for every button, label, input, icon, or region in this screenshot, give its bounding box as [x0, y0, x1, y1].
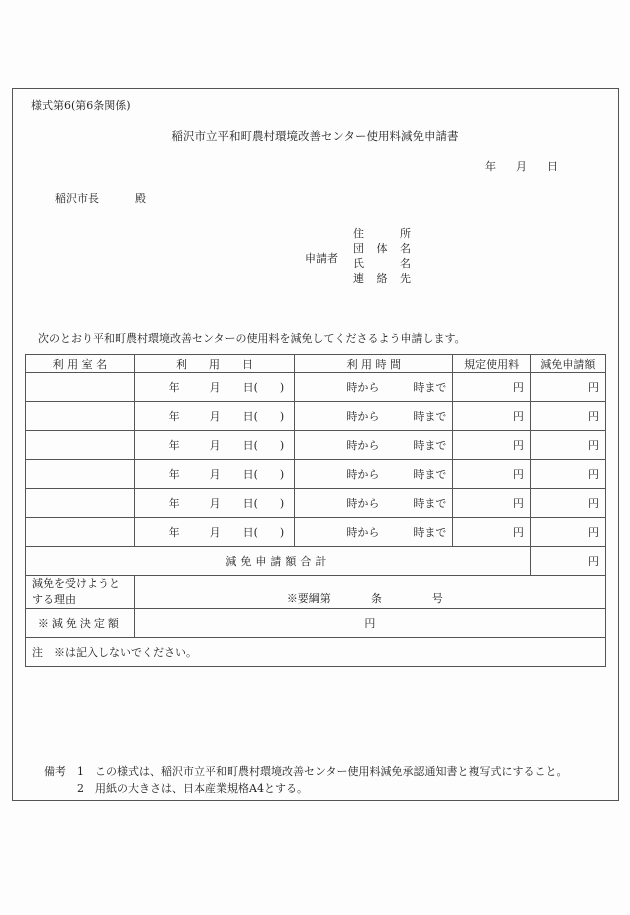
room-cell[interactable]: [26, 373, 135, 402]
header-time: 利 用 時 間: [295, 355, 453, 373]
reduction-cell[interactable]: 円: [530, 518, 605, 547]
remark-1: 備考 1 この様式は、稲沢市立平和町農村環境改善センター使用料減免承認通知書と複写式にすること。: [44, 765, 568, 778]
header-room: 利 用 室 名: [26, 355, 135, 373]
remark-2: 2 用紙の大きさは、日本産業規格A4とする。: [77, 782, 308, 795]
date-month-label: 月: [516, 160, 527, 173]
addressee: [55, 190, 146, 206]
table-row: [26, 373, 606, 402]
note-text: 注 ※は記入しないでください。: [26, 638, 606, 667]
total-row: [26, 547, 606, 576]
application-date: [485, 158, 578, 174]
time-cell[interactable]: 時から 時まで: [295, 402, 453, 431]
regulation-reference: ※要綱第 条 号: [286, 592, 443, 605]
time-cell[interactable]: 時から 時まで: [295, 373, 453, 402]
total-label: 減免申請額合計: [26, 547, 531, 576]
room-cell[interactable]: [26, 431, 135, 460]
table-row: [26, 518, 606, 547]
total-amount-cell[interactable]: 円: [530, 547, 605, 576]
reduction-cell[interactable]: 円: [530, 460, 605, 489]
fee-cell[interactable]: 円: [453, 518, 530, 547]
reduction-cell[interactable]: 円: [530, 489, 605, 518]
decision-label: ※減免決定額: [26, 609, 135, 638]
table-row: [26, 489, 606, 518]
fee-cell[interactable]: 円: [453, 402, 530, 431]
room-cell[interactable]: [26, 402, 135, 431]
date-cell[interactable]: 年 月 日( ): [134, 402, 294, 431]
reduction-cell[interactable]: 円: [530, 402, 605, 431]
form-title: 稲沢市立平和町農村環境改善センター使用料減免申請書: [171, 129, 459, 143]
field-name[interactable]: 氏 名: [353, 257, 411, 270]
table-row: [26, 402, 606, 431]
date-cell[interactable]: 年 月 日( ): [134, 431, 294, 460]
header-date: 利 用 日: [134, 355, 294, 373]
reason-label: 減免を受けようとする理由: [26, 576, 135, 609]
reduction-cell[interactable]: 円: [530, 431, 605, 460]
date-cell[interactable]: 年 月 日( ): [134, 489, 294, 518]
time-cell[interactable]: 時から 時まで: [295, 431, 453, 460]
request-text: 次のとおり平和町農村環境改善センターの使用料を減免してくださるよう申請します。: [38, 332, 466, 345]
date-cell[interactable]: 年 月 日( ): [134, 373, 294, 402]
header-reduction: 減免申請額: [530, 355, 605, 373]
honorific: 殿: [135, 192, 146, 205]
time-cell[interactable]: 時から 時まで: [295, 460, 453, 489]
fee-cell[interactable]: 円: [453, 431, 530, 460]
room-cell[interactable]: [26, 518, 135, 547]
usage-table: [25, 354, 606, 667]
fee-cell[interactable]: 円: [453, 489, 530, 518]
field-organization[interactable]: 団 体 名: [353, 242, 411, 255]
fee-cell[interactable]: 円: [453, 373, 530, 402]
table-row: [26, 431, 606, 460]
addressee-name: 稲沢市長: [55, 192, 99, 205]
time-cell[interactable]: 時から 時まで: [295, 489, 453, 518]
reason-field[interactable]: [134, 576, 605, 609]
remarks: [44, 763, 568, 797]
header-fee: 規定使用料: [453, 355, 530, 373]
applicant-label: 申請者: [305, 252, 338, 265]
date-cell[interactable]: 年 月 日( ): [134, 460, 294, 489]
decision-row: [26, 609, 606, 638]
applicant-fields: [353, 226, 411, 286]
form-number: 様式第6(第6条関係): [31, 99, 131, 112]
field-address[interactable]: 住 所: [353, 227, 411, 240]
decision-amount-field[interactable]: 円: [134, 609, 605, 638]
fee-cell[interactable]: 円: [453, 460, 530, 489]
room-cell[interactable]: [26, 489, 135, 518]
field-contact[interactable]: 連 絡 先: [353, 272, 411, 285]
table-row: [26, 460, 606, 489]
table-header-row: [26, 355, 606, 373]
time-cell[interactable]: 時から 時まで: [295, 518, 453, 547]
date-cell[interactable]: 年 月 日( ): [134, 518, 294, 547]
note-row: [26, 638, 606, 667]
reason-row: [26, 576, 606, 609]
reduction-cell[interactable]: 円: [530, 373, 605, 402]
date-day-label: 日: [547, 160, 558, 173]
room-cell[interactable]: [26, 460, 135, 489]
date-year-label: 年: [485, 160, 496, 173]
